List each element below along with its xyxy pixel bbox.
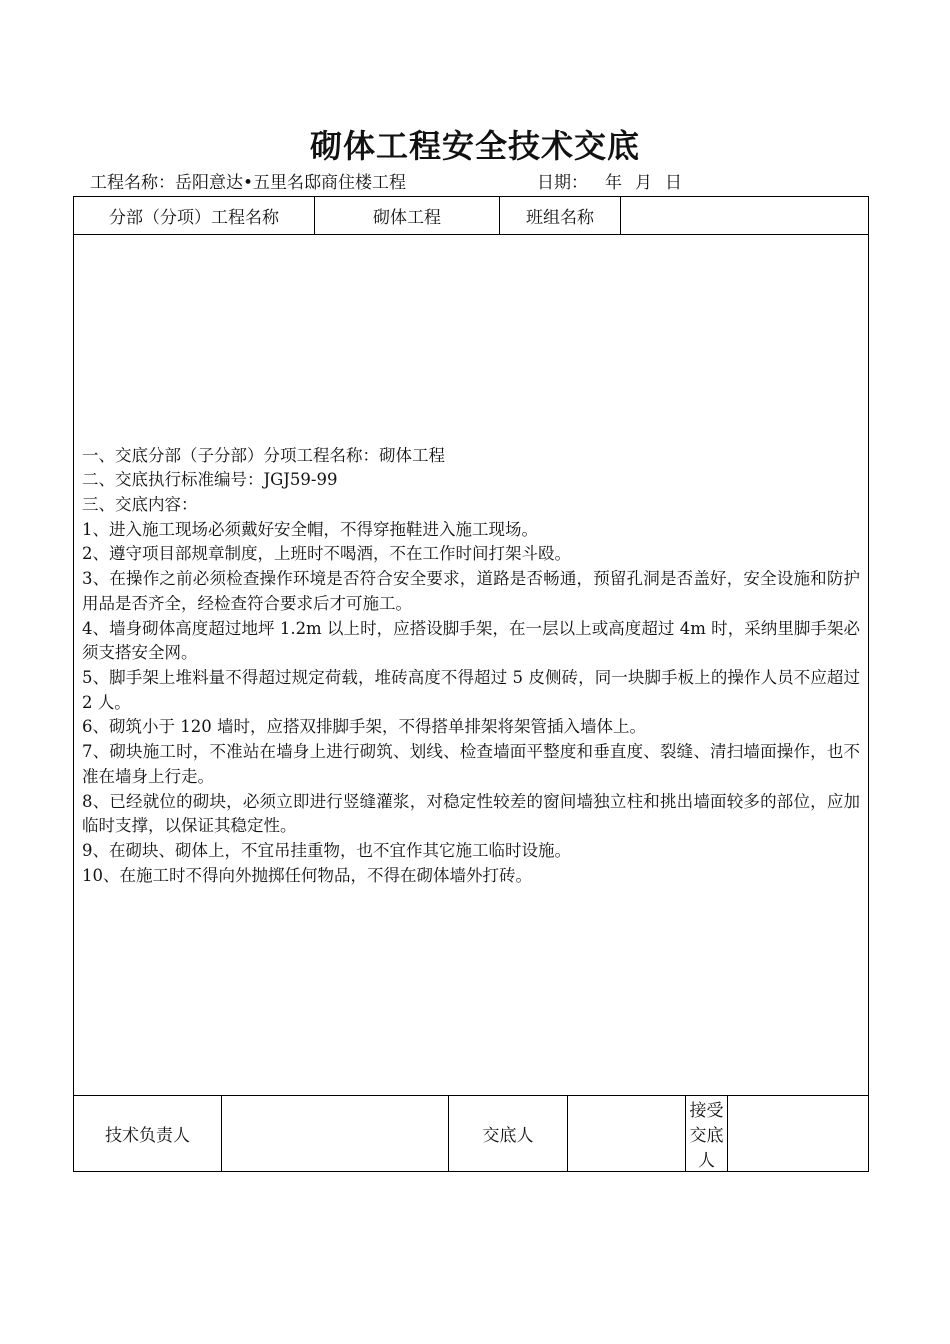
discloser-signature-cell	[568, 1096, 686, 1172]
content-line: 9、在砌块、砌体上，不宜吊挂重物，也不宜作其它施工临时设施。	[82, 840, 571, 860]
project-name-label: 工程名称：	[90, 173, 175, 193]
signature-row	[74, 1096, 869, 1172]
project-name-value: 岳阳意达•五里名邸商住楼工程	[175, 173, 407, 193]
content-line: 5、脚手架上堆料量不得超过规定荷载，堆砖高度不得超过 5 皮侧砖，同一块脚手板上的操作人员不应超过 2 人。	[82, 668, 861, 712]
tech-lead-label-cell: 技术负责人	[74, 1096, 222, 1172]
content-line: 6、砌筑小于 120 墙时，应搭双排脚手架，不得搭单排架将架管插入墙体上。	[82, 717, 646, 737]
subproject-label-cell: 分部（分项）工程名称	[74, 197, 315, 235]
date-day-label: 日	[665, 173, 682, 193]
content-line: 一、交底分部（子分部）分项工程名称：砌体工程	[82, 445, 445, 465]
subproject-value-cell: 砌体工程	[315, 197, 500, 235]
date-label: 日期：	[537, 173, 588, 193]
content-cell	[74, 235, 869, 1096]
content-row	[74, 235, 869, 1096]
team-value-cell	[621, 197, 869, 235]
discloser-label-cell: 交底人	[449, 1096, 568, 1172]
content-line: 二、交底执行标准编号：JGJ59-99	[82, 470, 338, 490]
content-line: 4、墙身砌体高度超过地坪 1.2m 以上时，应搭设脚手架，在一层以上或高度超过 4m 时，采纳里脚手架必须支搭安全网。	[82, 618, 861, 663]
content-line: 三、交底内容：	[82, 495, 198, 515]
content-line: 10、在施工时不得向外抛掷任何物品，不得在砌体墙外打砖。	[82, 865, 532, 885]
content-line: 1、进入施工现场必须戴好安全帽，不得穿拖鞋进入施工现场。	[82, 519, 538, 539]
tech-lead-signature-cell	[222, 1096, 449, 1172]
content-line: 2、遵守项目部规章制度，上班时不喝酒，不在工作时间打架斗殴。	[82, 544, 571, 564]
content-line: 7、砌块施工时，不准站在墙身上进行砌筑、划线、检查墙面平整度和垂直度、裂缝、清扫墙面操作，也不准在墙身上行走。	[82, 742, 861, 786]
content-line: 3、在操作之前必须检查操作环境是否符合安全要求，道路是否畅通，预留孔洞是否盖好，安全设施和防护用品是否齐全，经检查符合要求后才可施工。	[82, 569, 861, 613]
document-title: 砌体工程安全技术交底	[309, 127, 640, 165]
team-label-cell: 班组名称	[500, 197, 621, 235]
disclosure-content	[74, 442, 868, 889]
header-row	[74, 197, 869, 235]
receiver-label-cell: 接受交底人	[686, 1096, 728, 1172]
project-meta-line	[90, 170, 870, 196]
date-year-label: 年	[605, 173, 622, 193]
disclosure-form-table	[73, 196, 869, 1172]
content-line: 8、已经就位的砌块，必须立即进行竖缝灌浆，对稳定性较差的窗间墙独立柱和挑出墙面较多的部位，应加临时支撑，以保证其稳定性。	[82, 791, 861, 836]
receiver-signature-cell	[728, 1096, 869, 1172]
date-month-label: 月	[635, 173, 652, 193]
